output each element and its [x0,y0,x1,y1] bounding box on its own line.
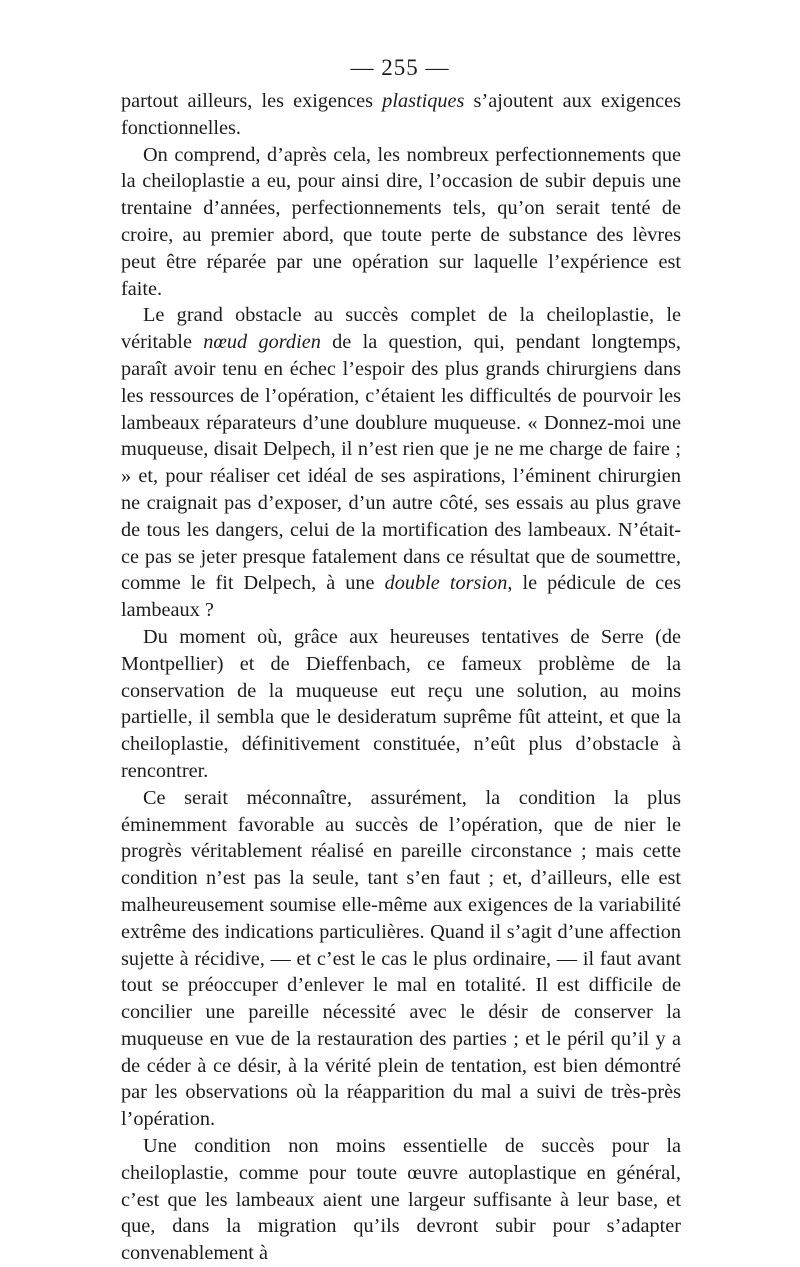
text-run: Le grand obstacle au succès complet de la cheiloplastie, le véritable [121,304,681,354]
italic-run: double torsion [384,572,508,595]
text-run: Ce serait méconnaître, assurément, la condition la plus éminemment favorable au succès de l’opération, que de nier le progrès véritablement réalisé en pareille circonstance ; mais cette condition n’est pas la seule, tant s’en faut ; et, d’ailleurs, elle est malheureusement soumise elle-même aux exigences de la variabilité extrême des indications particulières. Quand il s’agit d’une affection sujette à récidive, — et c’est le cas le plus ordinaire, — il faut avant tout se préoccuper d’enlever le mal en totalité. Il est difficile de concilier une pareille nécessité avec le désir de conserver la muqueuse en vue de la restauration des parties ; et le péril qu’il y a de céder à ce désir, à la vérité plein de tentation, est bien démontré par les observations où la réapparition du mal a suivi de très-près l’opération. [121,786,681,1131]
body-text [121,88,681,1267]
text-run: s’ajoutent aux exigences fonctionnelles. [121,90,681,139]
paragraph [121,88,681,142]
text-run: de la question, qui, pendant longtemps, paraît avoir tenu en échec l’espoir des plus grands chirurgiens dans les ressources de l’opération, c’étaient les difficultés de pourvoir les lambeaux réparateurs d’une doublure muqueuse. « Donnez-moi une muqueuse, disait Delpech, il n’est rien que je ne me charge de faire ; » et, pour réaliser cet idéal de ses aspirations, l’éminent chirurgien ne craignait pas d’exposer, d’un autre côté, ses essais au plus grave de tous les dangers, celui de la mortification des lambeaux. N’était-ce pas se jeter presque fatalement dans ce résultat que de soumettre, comme le fit Delpech, à une [121,331,681,595]
text-run: Une condition non moins essentielle de succès pour la cheiloplastie, comme pour toute œuvre autoplastique en général, c’est que les lambeaux aient une largeur suffisante à leur base, et que, dans la migration qu’ils devront subir pour s’adapter convenablement à [121,1135,681,1265]
text-run: On comprend, d’après cela, les nombreux perfectionnements que la cheiloplastie a eu, pour ainsi dire, l’occasion de subir depuis une trentaine d’années, perfectionnements tels, qu’on serait tenté de croire, au premier abord, que toute perte de substance des lèvres peut être réparée par une opération sur laquelle l’expérience est faite. [121,143,681,300]
text-run: partout ailleurs, les exigences [121,90,383,112]
paragraph [121,142,681,303]
text-run: Du moment où, grâce aux heureuses tentatives de Serre (de Montpellier) et de Dieffenbach, ce fameux problème de la conservation de la muqueuse eut reçu une solution, au moins partielle, il sembla que le desideratum suprême fût atteint, et que la cheiloplastie, définitivement constituée, n’eût plus d’obstacle à rencontrer. [121,625,681,782]
italic-run: nœud gordien [203,331,321,354]
italic-run: plastiques [382,90,465,112]
paragraph [121,785,681,1133]
text-run: , le pédicule de ces lambeaux ? [121,572,681,622]
paragraph [121,1133,681,1267]
paragraph [121,624,681,785]
paragraph [121,302,681,624]
page-number: — 255 — [350,55,450,80]
